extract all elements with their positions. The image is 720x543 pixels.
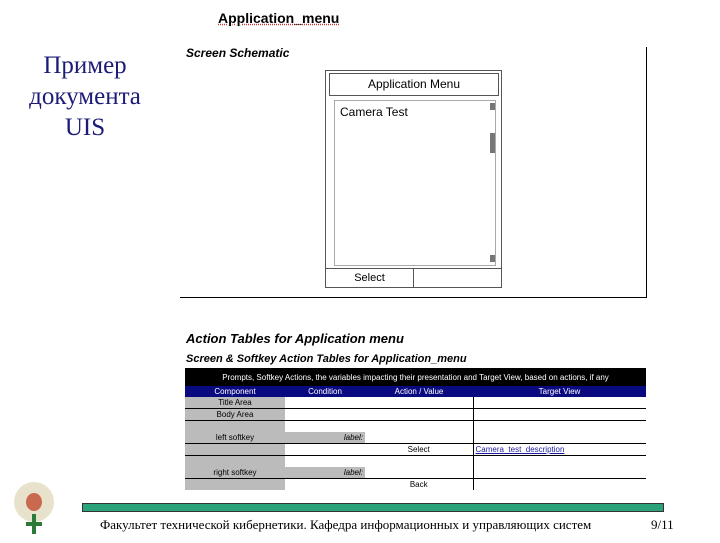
screen-schematic-label: Screen Schematic xyxy=(186,46,290,60)
phone-schematic xyxy=(325,70,502,288)
softkey-left[interactable]: Select xyxy=(354,272,385,284)
cell-condition: label: xyxy=(285,467,365,479)
footer-divider-bar xyxy=(82,503,664,512)
title-line: UIS xyxy=(64,114,106,141)
cell-action: Select xyxy=(365,444,473,456)
phone-list xyxy=(334,100,496,266)
cell-component: Body Area xyxy=(185,409,285,421)
table-row xyxy=(185,444,646,456)
table-row xyxy=(185,456,646,468)
frame-right-line xyxy=(646,47,647,298)
frame-bottom-line xyxy=(180,297,647,298)
cell-component: left softkey xyxy=(185,432,285,444)
softkey-right[interactable] xyxy=(413,269,501,288)
table-caption: Prompts, Softkey Actions, the variables impacting their presentation and Target View, based on actions, if any xyxy=(185,368,646,386)
scroll-up-arrow[interactable] xyxy=(490,103,495,110)
list-item[interactable]: Camera Test xyxy=(340,105,408,119)
document-heading: Application_menu xyxy=(218,10,340,26)
header-component: Component xyxy=(185,386,285,397)
cell-component: Title Area xyxy=(185,397,285,409)
cell-condition: label: xyxy=(285,432,365,444)
table-row xyxy=(185,432,646,444)
scroll-down-arrow[interactable] xyxy=(490,255,495,262)
header-action: Action / Value xyxy=(365,386,473,397)
footer-text: Факультет технической кибернетики. Кафедра информационных и управляющих систем xyxy=(100,517,592,532)
page-number: 9/11 xyxy=(651,517,674,532)
university-emblem-icon xyxy=(8,478,60,538)
table-row xyxy=(185,397,646,409)
softkey-bar xyxy=(326,268,501,288)
title-line: Пример xyxy=(43,52,127,79)
header-condition: Condition xyxy=(285,386,365,397)
target-view-link[interactable]: Camera_test_description xyxy=(475,445,565,454)
scrollbar-thumb[interactable] xyxy=(490,133,495,153)
phone-header: Application Menu xyxy=(329,73,499,96)
table-title: Screen & Softkey Action Tables for Application_menu xyxy=(186,353,467,365)
action-tables-title: Action Tables for Application menu xyxy=(186,331,404,346)
table-row xyxy=(185,467,646,479)
cell-component: right softkey xyxy=(185,467,285,479)
slide-title xyxy=(5,50,165,143)
action-table xyxy=(185,368,646,490)
table-row xyxy=(185,409,646,421)
header-target: Target View xyxy=(473,386,646,397)
table-row xyxy=(185,421,646,433)
cell-action: Back xyxy=(409,480,428,489)
title-line: документа xyxy=(29,83,141,110)
table-row xyxy=(185,479,646,491)
